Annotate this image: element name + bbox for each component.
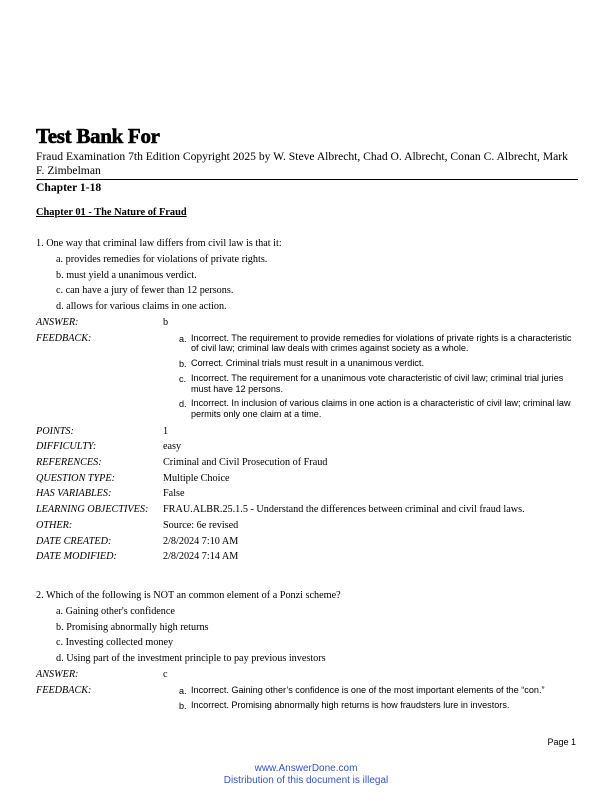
answer-options	[56, 252, 578, 315]
answer-label: ANSWER:	[36, 668, 79, 680]
document-header	[36, 124, 578, 195]
question-type-value: Multiple Choice	[163, 472, 230, 484]
points-value: 1	[163, 425, 169, 437]
feedback-letter: b.	[179, 701, 187, 712]
option-b: b. Promising abnormally high returns	[56, 621, 209, 633]
page-number: Page 1	[547, 737, 576, 747]
feedback-list	[179, 331, 578, 424]
has-variables-label: HAS VARIABLES:	[36, 488, 112, 500]
points-row	[36, 424, 578, 440]
feedback-row	[36, 683, 578, 716]
feedback-text: Incorrect. Promising abnormally high returns is how fraudsters lure in investors.	[191, 700, 510, 711]
learning-objectives-value: FRAU.ALBR.25.1.5 - Understand the differences between criminal and civil fraud laws.	[163, 504, 525, 516]
other-row	[36, 518, 578, 534]
date-modified-value: 2/8/2024 7:14 AM	[163, 551, 239, 563]
question-stem: 1. One way that criminal law differs from civil law is that it:	[36, 238, 282, 249]
feedback-text: Incorrect. The requirement to provide remedies for violations of private rights is a characteristic of civil law; criminal law deals with crimes against society as a whole.	[191, 332, 572, 354]
footer-notice: Distribution of this document is illegal	[223, 775, 389, 786]
date-created-row	[36, 534, 578, 550]
feedback-label: FEEDBACK:	[36, 684, 92, 696]
answer-row	[36, 667, 578, 683]
answer-value: b	[163, 316, 169, 328]
feedback-text: Incorrect. In inclusion of various claims in one action is a characteristic of civil law; criminal law permits only one claim at a time.	[191, 398, 571, 420]
feedback-letter: b.	[179, 358, 187, 369]
difficulty-label: DIFFICULTY:	[36, 441, 97, 453]
date-modified-label: DATE MODIFIED:	[36, 551, 117, 563]
feedback-text: Incorrect. Gaining other’s confidence is one of the most important elements of the “con.”	[191, 684, 545, 695]
answer-value: c	[163, 668, 168, 680]
date-created-value: 2/8/2024 7:10 AM	[163, 535, 239, 547]
chapter-heading: Chapter 01 - The Nature of Fraud	[36, 207, 187, 218]
feedback-letter: a.	[179, 685, 187, 696]
other-label: OTHER:	[36, 519, 73, 531]
other-value: Source: 6e revised	[163, 519, 239, 531]
difficulty-row	[36, 439, 578, 455]
learning-objectives-label: LEARNING OBJECTIVES:	[36, 504, 149, 516]
option-c: c. can have a jury of fewer than 12 persons.	[56, 285, 234, 297]
feedback-letter: a.	[179, 333, 187, 344]
feedback-label: FEEDBACK:	[36, 332, 92, 344]
feedback-item	[179, 685, 578, 697]
difficulty-value: easy	[163, 441, 182, 453]
date-created-label: DATE CREATED:	[36, 535, 112, 547]
answer-label: ANSWER:	[36, 316, 79, 328]
learning-objectives-row	[36, 502, 578, 518]
feedback-item	[179, 700, 578, 712]
feedback-item	[179, 333, 578, 354]
option-c: c. Investing collected money	[56, 637, 174, 649]
feedback-item	[179, 373, 578, 394]
option-a: a. Gaining other's confidence	[56, 606, 175, 617]
question-type-row	[36, 471, 578, 487]
feedback-item	[179, 398, 578, 419]
document-subtitle: Fraud Examination 7th Edition Copyright 2025 by W. Steve Albrecht, Chad O. Albrecht, Conan C. Albrecht, Mark F. Zimbelman	[36, 150, 568, 177]
references-value: Criminal and Civil Prosecution of Fraud	[163, 457, 328, 469]
feedback-item	[179, 358, 578, 370]
references-label: REFERENCES:	[36, 457, 102, 469]
question-2	[36, 589, 578, 716]
date-modified-row	[36, 549, 578, 565]
question-1	[36, 237, 578, 565]
has-variables-row	[36, 486, 578, 502]
answer-options	[56, 604, 578, 667]
feedback-text: Correct. Criminal trials must result in a unanimous verdict.	[191, 357, 424, 368]
feedback-row	[36, 331, 578, 424]
option-d: d. allows for various claims in one action.	[56, 301, 227, 313]
question-stem: 2. Which of the following is NOT an common element of a Ponzi scheme?	[36, 590, 341, 601]
option-b: b. must yield a unanimous verdict.	[56, 269, 197, 281]
header-divider	[36, 179, 578, 180]
answer-row	[36, 315, 578, 331]
page-footer	[0, 763, 612, 787]
feedback-text: Incorrect. The requirement for a unanimous vote characteristic of civil law; criminal trial juries must have 12 persons.	[191, 373, 564, 394]
feedback-letter: c.	[179, 374, 187, 385]
has-variables-value: False	[163, 488, 185, 500]
chapter-range: Chapter 1-18	[36, 181, 102, 194]
feedback-letter: d.	[179, 399, 187, 410]
references-row	[36, 455, 578, 471]
feedback-list	[179, 683, 578, 716]
document-title: Test Bank For	[36, 124, 160, 148]
option-d: d. Using part of the investment principle to pay previous investors	[56, 653, 326, 665]
question-type-label: QUESTION TYPE:	[36, 472, 115, 484]
option-a: a. provides remedies for violations of private rights.	[56, 254, 268, 265]
points-label: POINTS:	[36, 425, 74, 437]
footer-site-link[interactable]: www.AnswerDone.com	[254, 763, 358, 774]
